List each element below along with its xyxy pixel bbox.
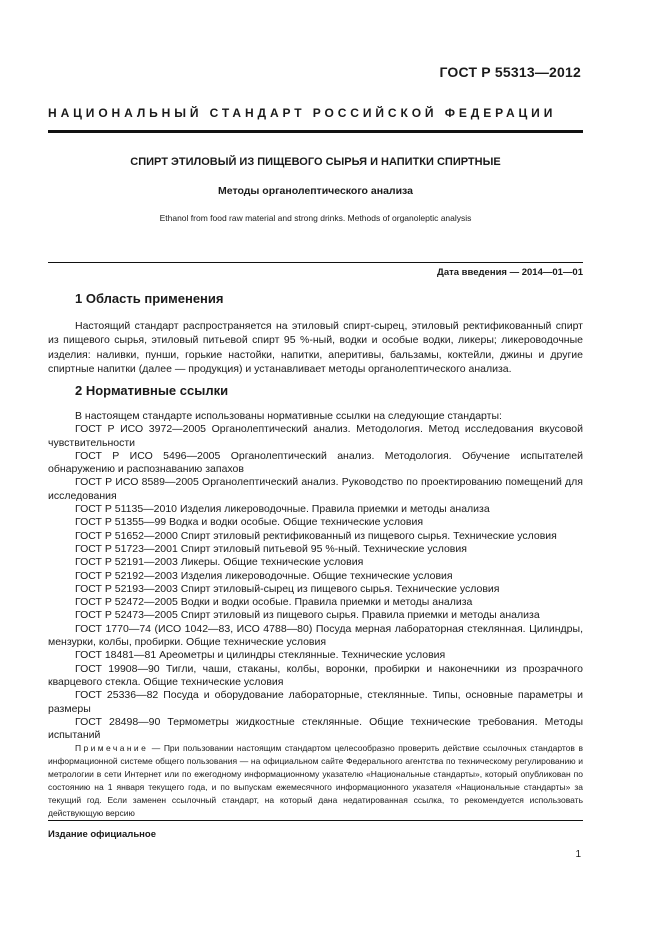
reference-item: ГОСТ Р 52193—2003 Спирт этиловый-сырец из пищевого сырья. Технические условия: [75, 582, 500, 595]
section-2-heading: 2 Нормативные ссылки: [75, 383, 229, 398]
reference-item: ГОСТ 19908—90 Тигли, чаши, стаканы, колбы, воронки, пробирки и наконечники из прозрачного кварцевого стекла. Общие технические условия: [48, 662, 583, 688]
official-edition-label: Издание официальное: [48, 829, 156, 840]
note-text: — При пользовании настоящим стандартом целесообразно проверить действие ссылочных стандартов в информационной системе общего пользования — на официальном сайте Федерального агентства по техническому регулированию и метрологии в сети Интернет или по ежегодному информационному указателю «Национальные стандарты», который опубликован по состоянию на 1 января текущего года, и по выпускам ежемесячного информационного указателя «Национальные стандарты» за текущий год. Если заменен ссылочный стандарт, на который дана недатированная ссылка, то рекомендуется использовать действующую версию: [48, 743, 583, 818]
reference-item: ГОСТ 18481—81 Ареометры и цилиндры стеклянные. Технические условия: [75, 649, 446, 662]
normative-references: [48, 410, 583, 742]
reference-item: ГОСТ Р 51723—2001 Спирт этиловый питьевой 95 %-ный. Технические условия: [75, 542, 467, 555]
document-subtitle: Методы органолептического анализа: [218, 185, 413, 197]
header-rule: [48, 130, 583, 133]
references-intro: В настоящем стандарте использованы нормативные ссылки на следующие стандарты:: [75, 410, 502, 422]
reference-item: ГОСТ Р ИСО 3972—2005 Органолептический анализ. Методология. Метод исследования вкусовой чувствительности: [48, 423, 583, 449]
scope-paragraph: Настоящий стандарт распространяется на этиловый спирт-сырец, этиловый ректификованный спирт из пищевого сырья, этиловый питьевой спирт 95 %-ный, водки и особые водки, ликеры; ликероводочные изделия: наливки, пунши, горькие настойки, напитки, аперитивы, бальзамы, коктейли, джины и другие спиртные напитки (далее — продукция) и устанавливает методы органолептического анализа.: [48, 320, 583, 376]
reference-item: ГОСТ Р 52472—2005 Водки и водки особые. Правила приемки и методы анализа: [75, 596, 473, 609]
reference-item: ГОСТ 1770—74 (ИСО 1042—83, ИСО 4788—80) Посуда мерная лабораторная стеклянная. Цилиндры, мензурки, колбы, пробирки. Общие технические условия: [48, 622, 583, 649]
section-1-heading: 1 Область применения: [75, 291, 224, 306]
reference-item: ГОСТ Р 52473—2005 Спирт этиловый из пищевого сырья. Правила приемки и методы анализа: [75, 609, 540, 622]
reference-item: ГОСТ Р 51135—2010 Изделия ликероводочные. Правила приемки и методы анализа: [75, 503, 490, 516]
gost-number: ГОСТ Р 55313—2012: [439, 64, 581, 80]
reference-item: ГОСТ Р ИСО 8589—2005 Органолептический анализ. Руководство по проектированию помещений для исследования: [48, 476, 583, 502]
reference-item: ГОСТ Р 52191—2003 Ликеры. Общие технические условия: [75, 556, 364, 569]
national-standard-banner: НАЦИОНАЛЬНЫЙ СТАНДАРТ РОССИЙСКОЙ ФЕДЕРАЦИИ: [48, 106, 557, 120]
document-title: СПИРТ ЭТИЛОВЫЙ ИЗ ПИЩЕВОГО СЫРЬЯ И НАПИТКИ СПИРТНЫЕ: [130, 156, 501, 168]
introduction-date: Дата введения — 2014—01—01: [437, 267, 583, 278]
section-1-body: [48, 319, 583, 377]
reference-item: ГОСТ Р 51355—99 Водка и водки особые. Общие технические условия: [75, 516, 424, 529]
references-note: [48, 742, 583, 819]
english-title: Ethanol from food raw material and strong drinks. Methods of organoleptic analysis: [159, 213, 472, 223]
reference-item: ГОСТ 28498—90 Термометры жидкостные стеклянные. Общие технические требования. Методы испытаний: [48, 715, 583, 742]
footer-rule: [48, 820, 583, 821]
reference-item: ГОСТ Р 52192—2003 Изделия ликероводочные. Общие технические условия: [75, 569, 453, 582]
reference-item: ГОСТ Р 51652—2000 Спирт этиловый ректификованный из пищевого сырья. Технические условия: [75, 529, 557, 542]
reference-item: ГОСТ Р ИСО 5496—2005 Органолептический анализ. Методология. Обучение испытателей обнаружению и распознаванию запахов: [48, 449, 583, 476]
reference-item: ГОСТ 25336—82 Посуда и оборудование лабораторные, стеклянные. Типы, основные параметры и размеры: [48, 689, 583, 715]
page-number: 1: [575, 849, 581, 860]
date-rule: [48, 262, 583, 263]
note-label: Примечание: [75, 743, 149, 753]
